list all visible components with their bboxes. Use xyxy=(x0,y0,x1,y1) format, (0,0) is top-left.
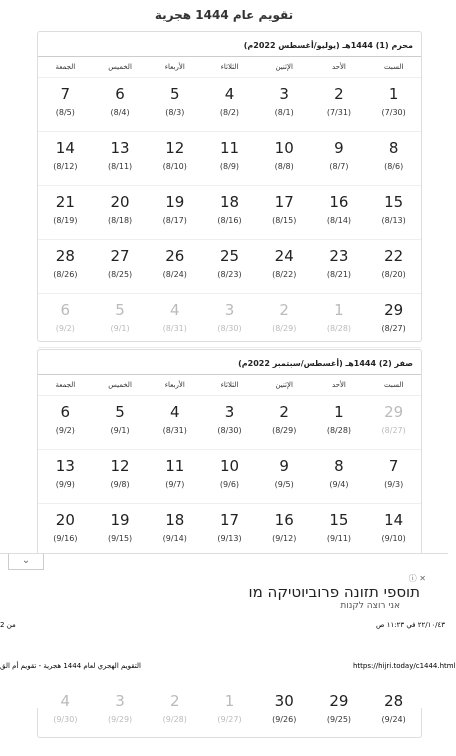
gregorian-date: (8/6) xyxy=(384,162,404,171)
hijri-day: 17 xyxy=(219,511,240,529)
day-cell[interactable] xyxy=(202,294,257,347)
day-cell[interactable] xyxy=(93,504,148,557)
week-row xyxy=(38,186,421,240)
gregorian-date: (8/2) xyxy=(219,108,240,117)
gregorian-date: (9/1) xyxy=(110,426,130,435)
gregorian-date: (8/21) xyxy=(326,270,352,279)
day-cell[interactable] xyxy=(366,693,421,738)
gregorian-date: (8/22) xyxy=(272,270,297,279)
gregorian-date: (8/10) xyxy=(162,162,187,171)
day-cell[interactable] xyxy=(202,186,257,239)
hijri-day: 30 xyxy=(274,692,294,710)
month-card-muharram xyxy=(37,31,422,342)
day-cell[interactable] xyxy=(257,396,312,449)
gregorian-date: (9/28) xyxy=(162,715,187,724)
day-cell[interactable] xyxy=(147,240,202,293)
gregorian-date: (7/31) xyxy=(326,108,352,117)
day-cell[interactable] xyxy=(38,186,93,239)
document-title: التقويم الهجري لعام 1444 هجرية - تقويم أم الق xyxy=(0,662,141,670)
hijri-day: 29 xyxy=(329,692,349,710)
day-cell[interactable] xyxy=(147,450,202,503)
day-cell[interactable] xyxy=(147,132,202,185)
gregorian-date: (8/23) xyxy=(217,270,242,279)
gregorian-date: (9/15) xyxy=(107,534,133,543)
gregorian-date: (8/29) xyxy=(272,426,297,435)
hijri-day: 22 xyxy=(384,247,404,265)
gregorian-date: (9/30) xyxy=(53,715,78,724)
hijri-day: 26 xyxy=(165,247,185,265)
day-cell[interactable] xyxy=(257,294,312,347)
day-cell[interactable] xyxy=(312,186,367,239)
hijri-day: 10 xyxy=(219,457,240,475)
hijri-day: 5 xyxy=(115,301,125,319)
day-cell[interactable] xyxy=(38,396,93,449)
hijri-day: 2 xyxy=(279,403,289,421)
day-cell[interactable] xyxy=(366,240,421,293)
gregorian-date: (8/27) xyxy=(381,324,406,333)
hijri-day: 17 xyxy=(274,193,294,211)
day-cell[interactable] xyxy=(202,450,257,503)
gregorian-date: (9/27) xyxy=(217,715,242,724)
day-cell[interactable] xyxy=(366,132,421,185)
chevron-down-icon[interactable]: ⌄ xyxy=(8,554,44,570)
hijri-day: 1 xyxy=(388,85,399,103)
hijri-day: 28 xyxy=(384,692,404,710)
hijri-day: 21 xyxy=(55,193,75,211)
hijri-day: 23 xyxy=(329,247,349,265)
day-cell[interactable] xyxy=(366,186,421,239)
gregorian-date: (9/14) xyxy=(162,534,187,543)
day-cell[interactable] xyxy=(93,132,148,185)
week-row xyxy=(38,78,421,132)
hijri-day: 6 xyxy=(115,85,125,103)
week-row xyxy=(38,504,421,558)
gregorian-date: (8/9) xyxy=(219,162,240,171)
hijri-day: 27 xyxy=(110,247,130,265)
hijri-day: 1 xyxy=(334,301,344,319)
day-cell[interactable] xyxy=(147,693,202,738)
day-cell[interactable] xyxy=(366,294,421,347)
hijri-day: 14 xyxy=(384,511,404,529)
day-cell[interactable] xyxy=(202,132,257,185)
gregorian-date: (8/5) xyxy=(55,108,75,117)
day-cell[interactable] xyxy=(93,450,148,503)
hijri-day: 3 xyxy=(224,403,235,421)
gregorian-date: (9/29) xyxy=(107,715,133,724)
month-title: صفر (2) 1444هـ (أغسطس/سبتمبر 2022م) xyxy=(38,350,421,375)
weekday-label: الإثنين xyxy=(275,381,293,389)
weekday-label: الأربعاء xyxy=(164,63,185,71)
weekday-label: الأربعاء xyxy=(164,381,185,389)
hijri-day: 19 xyxy=(110,511,130,529)
weekday-label: الإثنين xyxy=(275,63,293,71)
gregorian-date: (9/8) xyxy=(110,480,130,489)
day-cell[interactable] xyxy=(38,240,93,293)
gregorian-date: (8/1) xyxy=(274,108,294,117)
day-cell[interactable] xyxy=(147,186,202,239)
gregorian-date: (8/11) xyxy=(107,162,133,171)
gregorian-date: (8/30) xyxy=(217,324,242,333)
gregorian-date: (9/25) xyxy=(326,715,352,724)
hijri-day: 13 xyxy=(110,139,130,157)
hijri-day: 15 xyxy=(329,511,349,529)
weekday-label: الثلاثاء xyxy=(220,381,239,389)
gregorian-date: (8/31) xyxy=(162,426,187,435)
hijri-day: 10 xyxy=(274,139,294,157)
day-cell[interactable] xyxy=(257,186,312,239)
hijri-day: 4 xyxy=(169,403,180,421)
gregorian-date: (8/26) xyxy=(53,270,78,279)
hijri-day: 2 xyxy=(169,692,180,710)
day-cell[interactable] xyxy=(257,240,312,293)
gregorian-date: (8/7) xyxy=(329,162,349,171)
week-row xyxy=(38,132,421,186)
weeks-grid xyxy=(38,78,421,348)
gregorian-date: (9/13) xyxy=(217,534,242,543)
weeks-grid xyxy=(38,692,421,738)
gregorian-date: (8/25) xyxy=(107,270,133,279)
ad-close-icon[interactable]: ⓘ ✕ xyxy=(408,574,426,583)
hijri-day: 5 xyxy=(169,85,180,103)
hijri-day: 8 xyxy=(334,457,344,475)
day-cell[interactable] xyxy=(93,396,148,449)
month-card-safar xyxy=(37,349,422,561)
hijri-day: 18 xyxy=(219,193,240,211)
gregorian-date: (8/28) xyxy=(326,426,352,435)
gregorian-date: (8/20) xyxy=(381,270,406,279)
gregorian-date: (8/12) xyxy=(53,162,78,171)
hijri-day: 1 xyxy=(224,692,235,710)
gregorian-date: (9/16) xyxy=(53,534,78,543)
week-row xyxy=(38,396,421,450)
page-title: تقويم عام 1444 هجرية xyxy=(154,8,294,22)
day-cell[interactable] xyxy=(257,693,312,738)
page-count: من 2 xyxy=(0,621,16,629)
day-cell[interactable] xyxy=(312,78,367,131)
gregorian-date: (9/5) xyxy=(274,480,294,489)
day-cell[interactable] xyxy=(202,693,257,738)
gregorian-date: (8/31) xyxy=(162,324,187,333)
weeks-grid xyxy=(38,396,421,558)
hijri-day: 12 xyxy=(165,139,185,157)
month-title: محرم (1) 1444هـ (يوليو/أغسطس 2022م) xyxy=(38,32,421,57)
gregorian-date: (9/2) xyxy=(55,324,75,333)
gregorian-date: (9/3) xyxy=(384,480,404,489)
day-cell[interactable] xyxy=(257,132,312,185)
day-cell[interactable] xyxy=(366,78,421,131)
gregorian-date: (9/1) xyxy=(110,324,130,333)
day-cell[interactable] xyxy=(312,504,367,557)
gregorian-date: (8/8) xyxy=(274,162,294,171)
day-cell[interactable] xyxy=(202,240,257,293)
week-row xyxy=(38,294,421,348)
day-cell[interactable] xyxy=(38,294,93,347)
day-cell[interactable] xyxy=(202,78,257,131)
weekday-header xyxy=(38,375,421,396)
hijri-day: 3 xyxy=(279,85,289,103)
hijri-day: 9 xyxy=(334,139,344,157)
gregorian-date: (8/19) xyxy=(53,216,78,225)
hijri-day: 11 xyxy=(219,139,240,157)
hijri-day: 16 xyxy=(329,193,349,211)
week-row xyxy=(38,450,421,504)
week-row xyxy=(38,240,421,294)
hijri-day: 4 xyxy=(169,301,180,319)
weekday-label: الأحد xyxy=(331,381,346,389)
day-cell[interactable] xyxy=(366,504,421,557)
hijri-day: 29 xyxy=(384,301,404,319)
day-cell[interactable] xyxy=(147,396,202,449)
hijri-day: 4 xyxy=(224,85,235,103)
day-cell[interactable] xyxy=(38,132,93,185)
gregorian-date: (8/16) xyxy=(217,216,242,225)
day-cell[interactable] xyxy=(312,396,367,449)
hijri-day: 24 xyxy=(274,247,294,265)
hijri-day: 20 xyxy=(55,511,75,529)
gregorian-date: (8/29) xyxy=(272,324,297,333)
day-cell[interactable] xyxy=(257,450,312,503)
gregorian-date: (9/4) xyxy=(329,480,349,489)
gregorian-date: (8/3) xyxy=(165,108,185,117)
day-cell[interactable] xyxy=(38,693,93,738)
day-cell[interactable] xyxy=(147,294,202,347)
day-cell[interactable] xyxy=(202,504,257,557)
weekday-label: الخميس xyxy=(108,381,132,389)
hijri-day: 7 xyxy=(388,457,399,475)
hijri-day: 2 xyxy=(279,301,289,319)
hijri-day: 12 xyxy=(110,457,130,475)
weekday-label: الخميس xyxy=(108,63,132,71)
day-cell[interactable] xyxy=(147,504,202,557)
day-cell[interactable] xyxy=(202,396,257,449)
hijri-day: 3 xyxy=(115,692,125,710)
hijri-day: 16 xyxy=(274,511,294,529)
day-cell[interactable] xyxy=(312,693,367,738)
day-cell[interactable] xyxy=(366,450,421,503)
gregorian-date: (7/30) xyxy=(381,108,406,117)
gregorian-date: (8/28) xyxy=(326,324,352,333)
hijri-day: 13 xyxy=(55,457,75,475)
gregorian-date: (8/17) xyxy=(162,216,187,225)
day-cell[interactable] xyxy=(93,186,148,239)
hijri-day: 2 xyxy=(334,85,344,103)
month-card-safar-continued xyxy=(37,692,422,738)
hijri-day: 6 xyxy=(60,403,71,421)
day-cell[interactable] xyxy=(312,294,367,347)
hijri-day: 5 xyxy=(115,403,125,421)
hijri-day: 9 xyxy=(279,457,289,475)
ad-headline[interactable]: תוספי תזונה פרוביוטיקה מו xyxy=(248,583,420,601)
day-cell[interactable] xyxy=(366,396,421,449)
hijri-day: 19 xyxy=(165,193,185,211)
weekday-label: السبت xyxy=(383,381,404,389)
gregorian-date: (9/12) xyxy=(272,534,297,543)
hijri-day: 14 xyxy=(55,139,75,157)
day-cell[interactable] xyxy=(312,240,367,293)
gregorian-date: (9/2) xyxy=(55,426,75,435)
day-cell[interactable] xyxy=(257,78,312,131)
weekday-label: السبت xyxy=(383,63,404,71)
gregorian-date: (8/18) xyxy=(107,216,133,225)
page-url: https://hijri.today/c1444.html xyxy=(353,662,456,670)
weekday-label: الثلاثاء xyxy=(220,63,239,71)
hijri-day: 25 xyxy=(219,247,240,265)
gregorian-date: (9/9) xyxy=(55,480,75,489)
hijri-day: 28 xyxy=(55,247,75,265)
day-cell[interactable] xyxy=(93,78,148,131)
print-date: ٢٢/١٠/٤٣ في ١١:٢٣ ص xyxy=(376,621,446,629)
weekday-label: الجمعة xyxy=(55,381,76,389)
gregorian-date: (9/26) xyxy=(272,715,297,724)
hijri-day: 6 xyxy=(60,301,71,319)
day-cell[interactable] xyxy=(38,450,93,503)
hijri-day: 8 xyxy=(388,139,399,157)
weekday-label: الجمعة xyxy=(55,63,76,71)
day-cell[interactable] xyxy=(38,504,93,557)
ad-banner[interactable] xyxy=(0,553,448,610)
hijri-day: 15 xyxy=(384,193,404,211)
gregorian-date: (8/13) xyxy=(381,216,406,225)
weekday-label: الأحد xyxy=(331,63,346,71)
gregorian-date: (8/27) xyxy=(381,426,406,435)
day-cell[interactable] xyxy=(312,132,367,185)
hijri-day: 3 xyxy=(224,301,235,319)
hijri-day: 29 xyxy=(384,403,404,421)
ad-cta-link[interactable]: אני רוצה לקנות xyxy=(340,601,400,611)
gregorian-date: (9/11) xyxy=(326,534,352,543)
day-cell[interactable] xyxy=(93,240,148,293)
day-cell[interactable] xyxy=(93,693,148,738)
day-cell[interactable] xyxy=(147,78,202,131)
gregorian-date: (9/6) xyxy=(219,480,240,489)
hijri-day: 1 xyxy=(334,403,344,421)
hijri-day: 4 xyxy=(60,692,71,710)
gregorian-date: (9/7) xyxy=(165,480,185,489)
hijri-day: 7 xyxy=(60,85,71,103)
hijri-day: 18 xyxy=(165,511,185,529)
gregorian-date: (9/10) xyxy=(381,534,406,543)
gregorian-date: (9/24) xyxy=(381,715,406,724)
day-cell[interactable] xyxy=(257,504,312,557)
hijri-day: 11 xyxy=(165,457,185,475)
day-cell[interactable] xyxy=(312,450,367,503)
week-row xyxy=(38,692,421,738)
day-cell[interactable] xyxy=(93,294,148,347)
gregorian-date: (8/24) xyxy=(162,270,187,279)
hijri-day: 20 xyxy=(110,193,130,211)
gregorian-date: (8/30) xyxy=(217,426,242,435)
gregorian-date: (8/14) xyxy=(326,216,352,225)
gregorian-date: (8/15) xyxy=(272,216,297,225)
day-cell[interactable] xyxy=(38,78,93,131)
gregorian-date: (8/4) xyxy=(110,108,130,117)
weekday-header xyxy=(38,57,421,78)
